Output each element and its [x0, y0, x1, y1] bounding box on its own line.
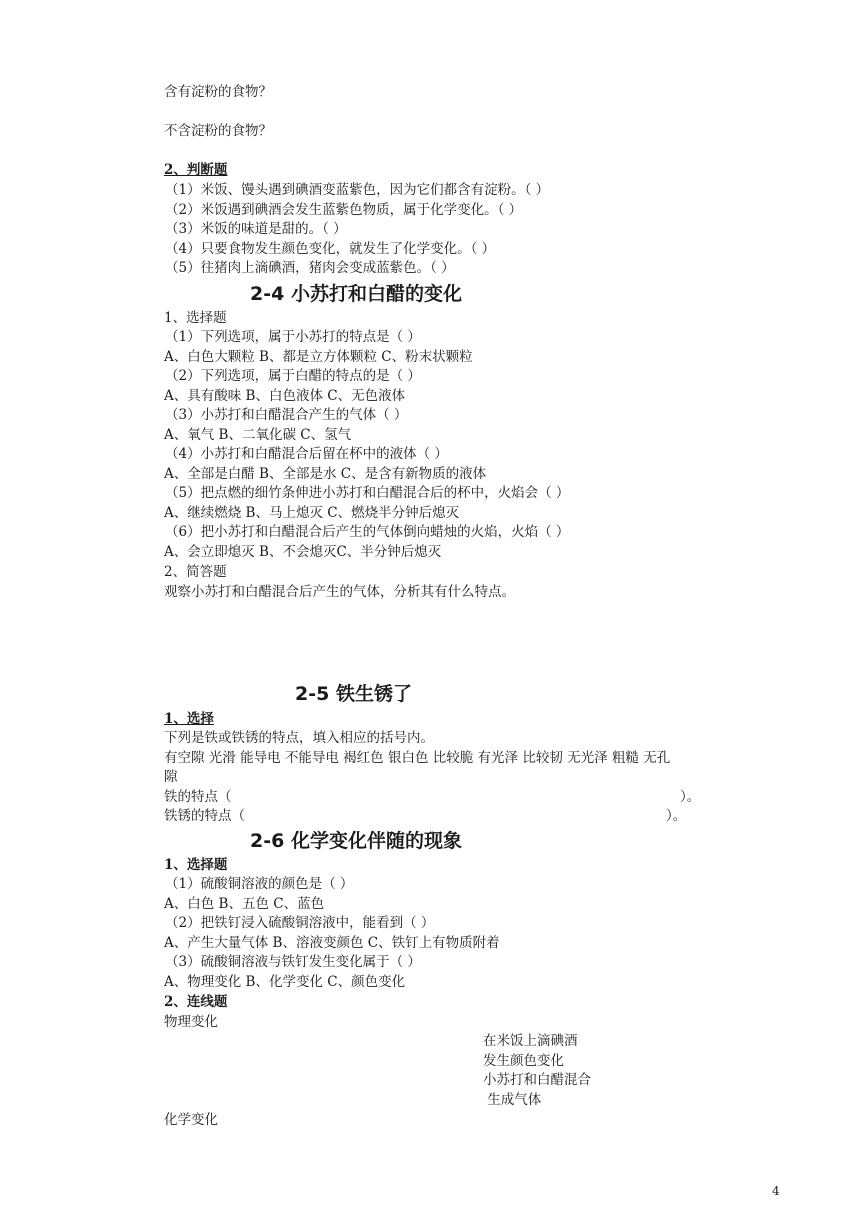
match-left-physical: 物理变化: [164, 1014, 218, 1030]
matching-heading: 2、连线题: [164, 994, 228, 1010]
iron-properties-label: 铁的特点（: [164, 789, 232, 805]
choice-heading: 1、选择题: [164, 857, 228, 873]
question-line: （5）把点燃的细竹条伸进小苏打和白醋混合后的杯中，火焰会（ ）: [165, 485, 570, 501]
answer-options: A、产生大量气体 B、溶液变颜色 C、铁钉上有物质附着: [164, 935, 500, 951]
judge-item: （2）米饭遇到碘酒会发生蓝紫色物质，属于化学变化。（ ）: [165, 202, 523, 218]
rust-properties-label: 铁锈的特点（: [164, 808, 245, 824]
match-right-item: 在米饭上滴碘酒: [483, 1033, 578, 1049]
judge-heading: 2、判断题: [164, 162, 228, 178]
choice-heading: 1、选择: [164, 711, 214, 727]
short-answer-question: 观察小苏打和白醋混合后产生的气体，分析其有什么特点。: [164, 584, 515, 600]
question-line: （4）小苏打和白醋混合后留在杯中的液体（ ）: [165, 446, 448, 462]
match-right-item: 生成气体: [483, 1092, 542, 1108]
instruction-text: 下列是铁或铁锈的特点，填入相应的括号内。: [164, 730, 434, 746]
answer-options: A、白色大颗粒 B、都是立方体颗粒 C、粉末状颗粒: [164, 349, 473, 365]
question-line: （2）下列选项，属于白醋的特点的是（ ）: [165, 368, 421, 384]
match-right-item: 小苏打和白醋混合: [483, 1072, 591, 1088]
question-starch-food: 含有淀粉的食物？: [164, 84, 272, 100]
question-line: （3）硫酸铜溶液与铁钉发生变化属于（ ）: [165, 954, 421, 970]
match-left-chemical: 化学变化: [164, 1112, 218, 1128]
judge-item: （4）只要食物发生颜色变化，就发生了化学变化。（ ）: [165, 241, 496, 257]
page-number: 4: [772, 1184, 780, 1198]
answer-options: A、继续燃烧 B、马上熄灭 C、燃烧半分钟后熄灭: [164, 505, 460, 521]
judge-item: （3）米饭的味道是甜的。（ ）: [165, 221, 347, 237]
judge-item: （5）往猪肉上滴碘酒，猪肉会变成蓝紫色。（ ）: [165, 260, 455, 276]
judge-item: （1）米饭、馒头遇到碘酒变蓝紫色，因为它们都含有淀粉。（ ）: [165, 182, 550, 198]
property-options: 有空隙 光滑 能导电 不能导电 褐红色 银白色 比较脆 有光泽 比较韧 无光泽 粗糙 无孔: [164, 750, 671, 766]
answer-options: A、物理变化 B、化学变化 C、颜色变化: [164, 974, 406, 990]
answer-options: A、氧气 B、二氧化碳 C、氢气: [164, 427, 352, 443]
question-line: （1）下列选项，属于小苏打的特点是（ ）: [165, 329, 421, 345]
answer-options: A、全部是白醋 B、全部是水 C、是含有新物质的液体: [164, 466, 487, 482]
section-title-2-4: 2-4 小苏打和白醋的变化: [250, 283, 462, 305]
question-line: （6）把小苏打和白醋混合后产生的气体倒向蜡烛的火焰，火焰（ ）: [165, 524, 570, 540]
short-answer-heading: 2、简答题: [164, 564, 227, 580]
question-no-starch-food: 不含淀粉的食物？: [164, 123, 272, 139]
match-right-item: 发生颜色变化: [483, 1053, 564, 1069]
section-title-2-6: 2-6 化学变化伴随的现象: [250, 830, 462, 852]
iron-properties-close: ）。: [680, 789, 701, 805]
question-line: （1）硫酸铜溶液的颜色是（ ）: [165, 876, 354, 892]
question-line: （2）把铁钉浸入硫酸铜溶液中，能看到（ ）: [165, 915, 435, 931]
answer-options: A、白色 B、五色 C、蓝色: [164, 896, 325, 912]
question-line: （3）小苏打和白醋混合产生的气体（ ）: [165, 407, 408, 423]
section-title-2-5: 2-5 铁生锈了: [295, 683, 412, 705]
answer-options: A、具有酸味 B、白色液体 C、无色液体: [164, 388, 406, 404]
rust-properties-close: ）。: [666, 808, 687, 824]
property-options-wrap: 隙: [164, 769, 178, 785]
choice-heading: 1、选择题: [164, 310, 227, 326]
answer-options: A、会立即熄灭 B、不会熄灭C、半分钟后熄灭: [164, 544, 442, 560]
